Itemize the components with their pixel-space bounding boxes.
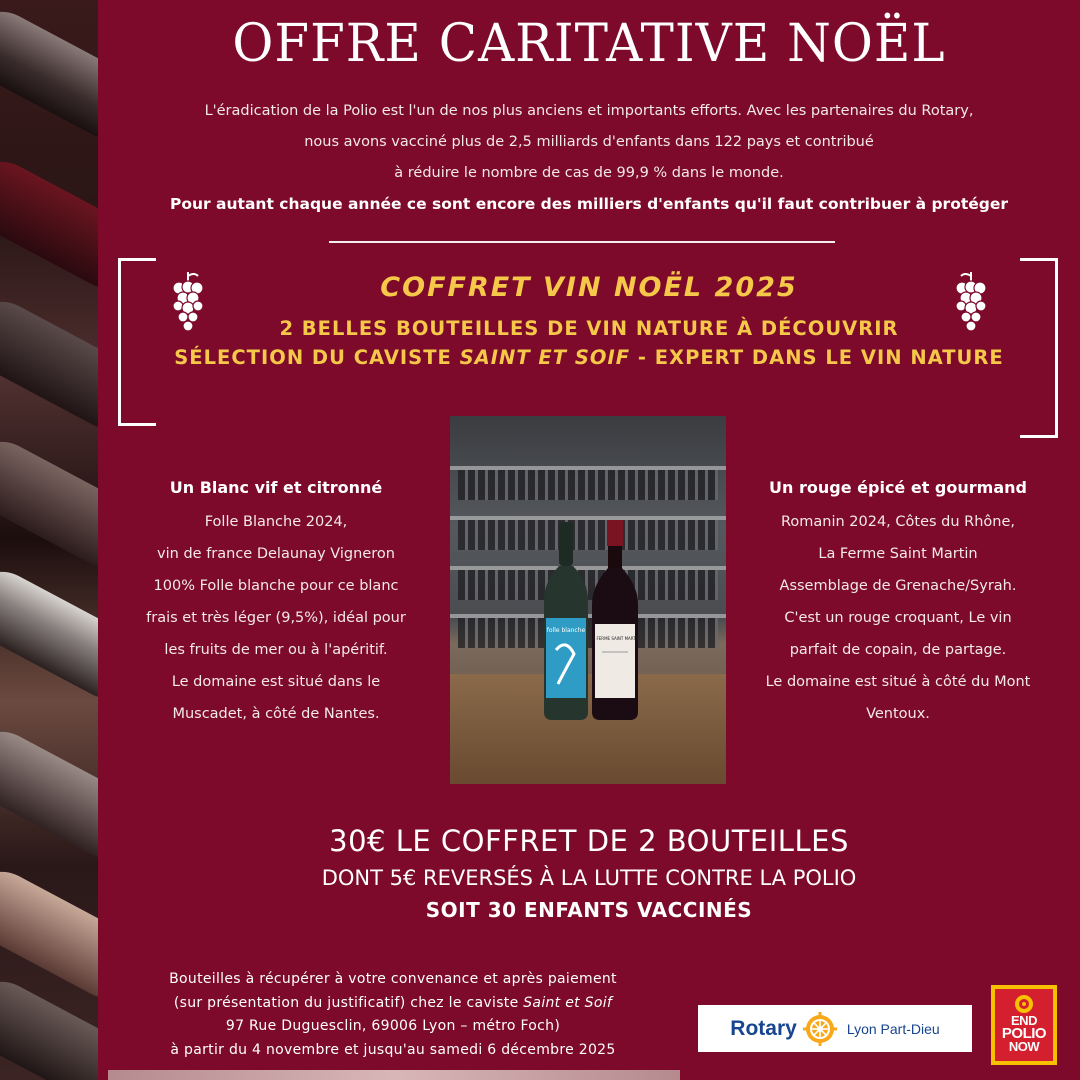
description-line: Folle Blanche 2024, <box>204 514 348 530</box>
pickup-line-part: (sur présentation du justificatif) chez le caviste <box>173 994 524 1011</box>
intro-highlight: Pour autant chaque année ce sont encore des milliers d'enfants qu'il faut contribuer à protéger <box>169 195 1009 213</box>
wine-bottles-photo <box>450 416 726 784</box>
description-line: parfait de copain, de partage. <box>789 642 1007 658</box>
description-line: Romanin 2024, Côtes du Rhône, <box>780 514 1016 530</box>
wine-rack-photo <box>0 0 98 1080</box>
white-wine-bottle <box>538 522 594 720</box>
red-wine-bottle <box>588 520 642 720</box>
bottle-label: folle blanche <box>546 627 586 634</box>
coffret-subtitle-part: SÉLECTION DU CAVISTE <box>174 346 460 369</box>
description-line: C'est un rouge croquant, Le vin <box>784 610 1012 626</box>
end-polio-now-badge <box>995 989 1053 1061</box>
bottom-band <box>108 1070 680 1080</box>
rotary-wheel-icon <box>803 1012 837 1046</box>
bottle-label: LA FERME SAINT MARTIN <box>590 636 640 641</box>
coffret-subtitle-part: - EXPERT DANS LE VIN NATURE <box>630 346 1004 369</box>
polio-end-text: END <box>1011 1013 1037 1028</box>
bottle-shape <box>0 429 98 580</box>
description-line: La Ferme Saint Martin <box>818 546 978 562</box>
red-wine-description <box>728 474 1068 730</box>
rotary-logo <box>698 1005 972 1052</box>
intro-line: à réduire le nombre de cas de 99,9 % dans le monde. <box>394 165 784 181</box>
coffret-title: COFFRET VIN NOËL 2025 <box>380 272 798 303</box>
description-line: vin de france Delaunay Vigneron <box>157 546 395 562</box>
page-title: OFFRE CARITATIVE NOËL <box>232 12 946 74</box>
rotary-club-name: Lyon Part-Dieu <box>846 1020 940 1037</box>
bottle-shape <box>0 289 98 440</box>
pickup-dates: à partir du 4 novembre et jusqu'au samedi 6 décembre 2025 <box>170 1041 616 1058</box>
white-wine-heading: Un Blanc vif et citronné <box>169 478 383 497</box>
description-line: frais et très léger (9,5%), idéal pour <box>146 610 406 626</box>
divider <box>329 241 835 243</box>
description-line: Ventoux. <box>866 706 930 722</box>
coffret-subtitle <box>98 346 1080 369</box>
description-line: les fruits de mer ou à l'apéritif. <box>164 642 388 658</box>
description-line: Le domaine est situé à côté du Mont <box>765 674 1031 690</box>
bottle-shape <box>0 559 98 710</box>
red-wine-heading: Un rouge épicé et gourmand <box>769 478 1027 497</box>
caviste-name: Saint et Soif <box>523 994 613 1011</box>
flyer-content <box>98 0 1080 1080</box>
bottle-shape <box>0 0 98 151</box>
intro-line: L'éradication de la Polio est l'un de nos plus anciens et importants efforts. Avec les partenaires du Rotary, <box>204 103 974 119</box>
price-main: 30€ LE COFFRET DE 2 BOUTEILLES <box>329 824 849 858</box>
rotary-wordmark: Rotary <box>730 1016 797 1040</box>
pickup-address: 97 Rue Duguesclin, 69006 Lyon – métro Foch) <box>225 1018 561 1034</box>
polio-now-text: NOW <box>1008 1039 1040 1054</box>
pickup-line <box>98 992 688 1016</box>
intro-line: nous avons vacciné plus de 2,5 milliards d'enfants dans 122 pays et contribué <box>304 134 874 150</box>
polio-polio-text: POLIO <box>1001 1025 1047 1042</box>
coffret-subtitle: 2 BELLES BOUTEILLES DE VIN NATURE À DÉCOUVRIR <box>279 317 899 340</box>
pickup-info <box>98 968 688 1062</box>
end-polio-now-logo <box>991 985 1057 1065</box>
caviste-name: SAINT ET SOIF <box>459 346 631 369</box>
bottle-shape <box>0 149 98 300</box>
price-impact: SOIT 30 ENFANTS VACCINÉS <box>425 898 753 922</box>
white-wine-description <box>116 474 436 730</box>
description-line: Le domaine est situé dans le <box>171 674 381 690</box>
intro-text <box>98 96 1080 220</box>
description-line: 100% Folle blanche pour ce blanc <box>153 578 399 594</box>
pickup-line: Bouteilles à récupérer à votre convenance et après paiement <box>169 971 617 987</box>
price-donation: DONT 5€ REVERSÉS À LA LUTTE CONTRE LA POLIO <box>321 866 857 890</box>
rotary-wheel-icon <box>1013 993 1035 1015</box>
shelf-bottles <box>458 470 718 500</box>
description-line: Assemblage de Grenache/Syrah. <box>779 578 1017 594</box>
description-line: Muscadet, à côté de Nantes. <box>172 706 380 722</box>
bottle-shape <box>0 719 98 870</box>
